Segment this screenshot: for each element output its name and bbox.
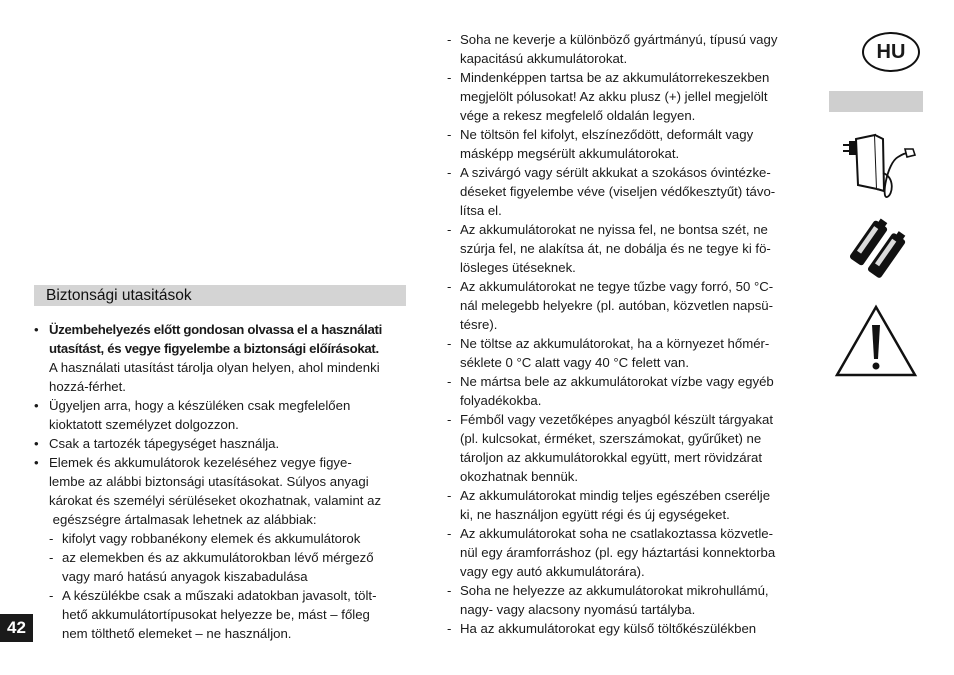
- text-line: déseket figyelembe véve (viseljen védőkesztyűt) távo-: [460, 184, 776, 199]
- text-line: hozzá-férhet.: [49, 379, 126, 394]
- list-item: [447, 163, 807, 220]
- list-item: [447, 486, 807, 524]
- bold-line: Üzembehelyezés előtt gondosan olvassa el a használati: [49, 322, 382, 337]
- dash-mark: -: [447, 32, 452, 47]
- text-line: az elemekben és az akkumulátorokban lévő mérgező: [62, 550, 374, 565]
- text-line: Ne töltse az akkumulátorokat, ha a környezet hőmér-: [460, 336, 770, 351]
- bullet-item: [34, 434, 409, 453]
- text-line: A készülékbe csak a műszaki adatokban javasolt, tölt-: [62, 588, 377, 603]
- text-line: nül egy áramforráshoz (pl. egy háztartási konnektorba: [460, 545, 776, 560]
- text-line: Az akkumulátorokat ne nyissa fel, ne bontsa szét, ne: [460, 222, 768, 237]
- text-line: kioktatott személyzet dolgozzon.: [49, 417, 239, 432]
- text-line: vége a rekesz megfelelő oldalán legyen.: [460, 108, 696, 123]
- list-item: [447, 410, 807, 486]
- list-item: [447, 68, 807, 125]
- text-line: nál melegebb helyekre (pl. autóban, közvetlen napsü-: [460, 298, 774, 313]
- dash-mark: -: [447, 222, 452, 237]
- power-adapter-icon: [843, 133, 921, 208]
- bullet-item: [34, 320, 409, 396]
- sub-item: [49, 529, 409, 548]
- text-line: tésre).: [460, 317, 498, 332]
- dash-mark: -: [447, 374, 452, 389]
- text-line: Ne mártsa bele az akkumulátorokat vízbe vagy egyéb: [460, 374, 774, 389]
- text-line: egészségre ártalmasak lehetnek az alábbiak:: [49, 512, 317, 527]
- text-line: Az akkumulátorokat soha ne csatlakoztassa közvetle-: [460, 526, 773, 541]
- dash-mark: -: [447, 165, 452, 180]
- text-line: nagy- vagy alacsony nyomású tartályba.: [460, 602, 696, 617]
- right-column: [447, 30, 807, 638]
- left-column: [34, 320, 409, 643]
- dash-mark: -: [447, 279, 452, 294]
- section-heading-bar: [34, 285, 406, 306]
- dash-mark: -: [447, 526, 452, 541]
- text-line: megjelölt pólusokat! Az akku plusz (+) jellel megjelölt: [460, 89, 768, 104]
- side-tab-bar: [829, 91, 923, 112]
- list-item: [447, 334, 807, 372]
- text-line: vagy maró hatású anyagok kiszabadulása: [62, 569, 308, 584]
- text-line: Ne töltsön fel kifolyt, elszíneződött, deformált vagy: [460, 127, 754, 142]
- text-line: Soha ne keverje a különböző gyártmányú, típusú vagy: [460, 32, 778, 47]
- text-line: A használati utasítást tárolja olyan helyen, ahol mindenki: [49, 360, 380, 375]
- text-line: másképp megsérült akkumulátorokat.: [460, 146, 680, 161]
- list-item: [447, 220, 807, 277]
- bullet-item: [34, 453, 409, 529]
- text-line: folyadékokba.: [460, 393, 542, 408]
- text-line: kifolyt vagy robbanékony elemek és akkumulátorok: [62, 531, 361, 546]
- dash-mark: -: [447, 336, 452, 351]
- text-line: Csak a tartozék tápegységet használja.: [49, 436, 280, 451]
- dash-mark: -: [447, 70, 452, 85]
- section-title: Biztonsági utasitások: [46, 287, 192, 304]
- bullet-mark: •: [34, 322, 39, 337]
- dash-mark: -: [447, 621, 452, 636]
- language-badge: HU: [862, 32, 920, 72]
- text-line: séklete 0 °C alatt vagy 40 °C felett van.: [460, 355, 689, 370]
- text-line: Mindenképpen tartsa be az akkumulátorrekeszekben: [460, 70, 770, 85]
- text-line: (pl. kulcsokat, érméket, szerszámokat, gyűrűket) ne: [460, 431, 762, 446]
- sub-item: [49, 586, 409, 643]
- batteries-icon: [850, 218, 910, 289]
- text-line: okozhatnak bennük.: [460, 469, 579, 484]
- dash-mark: -: [447, 127, 452, 142]
- text-line: Soha ne helyezze az akkumulátorokat mikrohullámú,: [460, 583, 769, 598]
- bullet-mark: •: [34, 436, 39, 451]
- text-line: Ha az akkumulátorokat egy külső töltőkészülékben: [460, 621, 757, 636]
- list-item: [447, 581, 807, 619]
- bullet-item: [34, 396, 409, 434]
- text-line: károkat és személyi sérüléseket okozhatnak, valamint az: [49, 493, 382, 508]
- list-item: [447, 372, 807, 410]
- text-line: kapacitású akkumulátorokat.: [460, 51, 628, 66]
- dash-mark: -: [447, 412, 452, 427]
- bullet-mark: •: [34, 455, 39, 470]
- dash-mark: -: [49, 531, 54, 546]
- dash-mark: -: [49, 588, 54, 603]
- list-item: [447, 30, 807, 68]
- page-number: 42: [0, 614, 33, 642]
- list-item: [447, 277, 807, 334]
- list-item: [447, 524, 807, 581]
- text-line: Ügyeljen arra, hogy a készüléken csak megfelelően: [49, 398, 351, 413]
- text-line: tároljon az akkumulátorokkal együtt, mert rövidzárat: [460, 450, 762, 465]
- text-line: hető akkumulátortípusokat helyezze be, mást – főleg: [62, 607, 370, 622]
- warning-triangle-icon: [833, 303, 919, 384]
- list-item: [447, 125, 807, 163]
- dash-mark: -: [447, 488, 452, 503]
- dash-mark: -: [49, 550, 54, 565]
- text-line: lítsa el.: [460, 203, 502, 218]
- text-line: ki, ne használjon együtt régi és új egységeket.: [460, 507, 730, 522]
- text-line: nem tölthető elemeket – ne használjon.: [62, 626, 292, 641]
- text-line: szúrja fel, ne alakítsa át, ne dobálja és ne tegye ki fö-: [460, 241, 771, 256]
- text-line: A szivárgó vagy sérült akkukat a szokásos óvintézke-: [460, 165, 771, 180]
- dash-mark: -: [447, 583, 452, 598]
- text-line: Az akkumulátorokat mindig teljes egészében cserélje: [460, 488, 771, 503]
- bold-line: utasítást, és vegye figyelembe a biztonsági előírásokat.: [49, 341, 379, 356]
- bullet-mark: •: [34, 398, 39, 413]
- sub-item: [49, 548, 409, 586]
- text-line: lembe az alábbi biztonsági utasításokat. Súlyos anyagi: [49, 474, 369, 489]
- text-line: Fémből vagy vezetőképes anyagból készült tárgyakat: [460, 412, 774, 427]
- list-item: [447, 619, 807, 638]
- text-line: Az akkumulátorokat ne tegye tűzbe vagy forró, 50 °C-: [460, 279, 774, 294]
- text-line: lösleges ütéseknek.: [460, 260, 576, 275]
- text-line: vagy egy autó akkumulátorára).: [460, 564, 645, 579]
- text-line: Elemek és akkumulátorok kezeléséhez vegye figye-: [49, 455, 352, 470]
